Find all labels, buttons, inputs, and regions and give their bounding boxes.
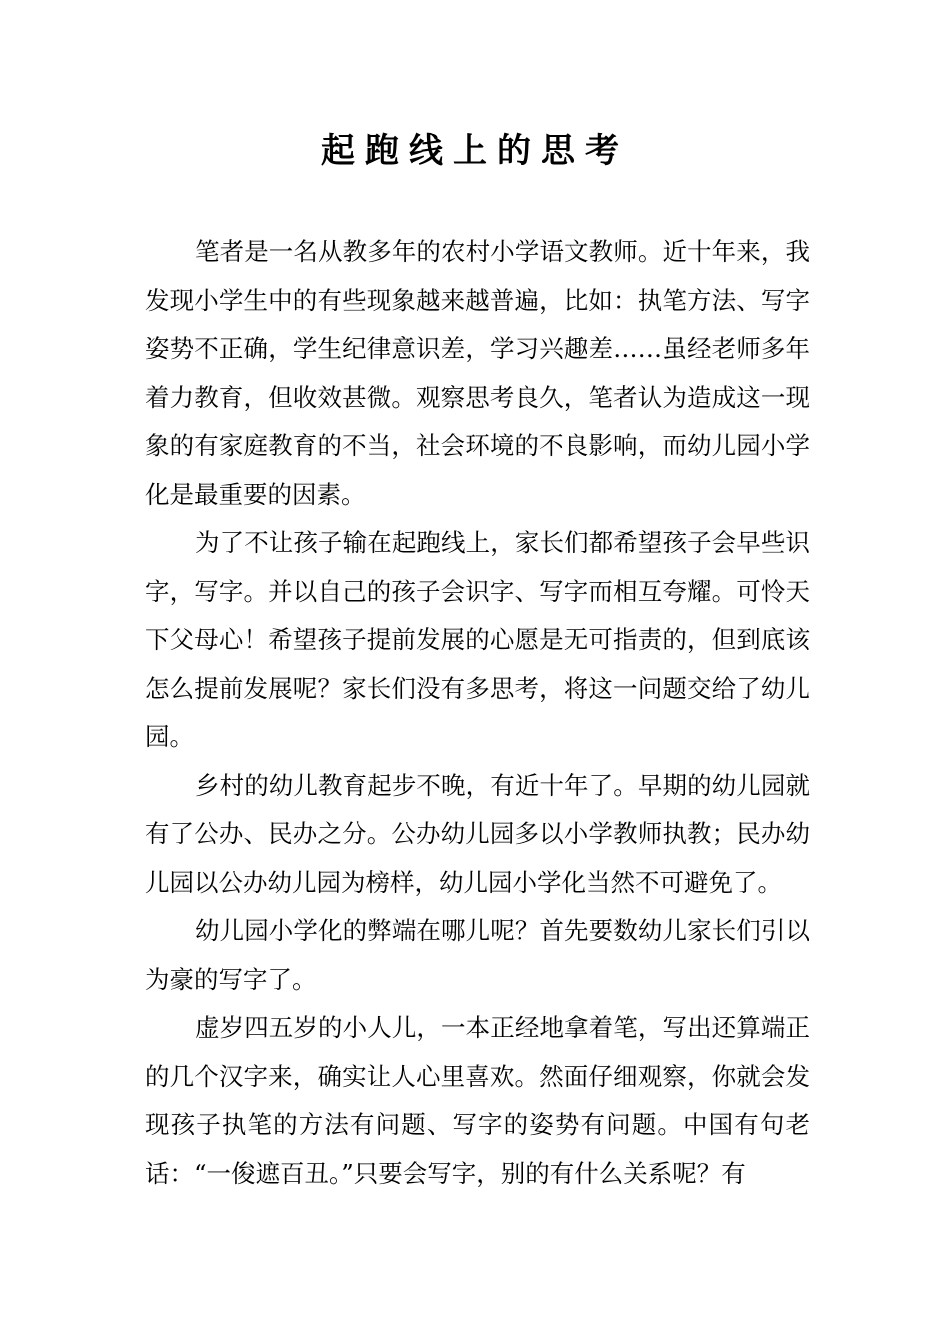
- document-body: [145, 228, 810, 1198]
- document-title: 起跑线上的思考: [321, 131, 629, 171]
- paragraph-1: 笔者是一名从教多年的农村小学语文教师。近十年来，我发现小学生中的有些现象越来越普遍，比如：执笔方法、写字姿势不正确，学生纪律意识差，学习兴趣差……虽经老师多年着力教育，但收效甚微。观察思考良久，笔者认为造成这一现象的有家庭教育的不当，社会环境的不良影响，而幼儿园小学化是最重要的因素。: [145, 237, 810, 509]
- paragraph-2: 为了不让孩子输在起跑线上，家长们都希望孩子会早些识字，写字。并以自己的孩子会识字、写字而相互夸耀。可怜天下父母心！希望孩子提前发展的心愿是无可指责的，但到底该怎么提前发展呢？家长们没有多思考，将这一问题交给了幼儿园。: [145, 528, 810, 751]
- paragraph-5: 虚岁四五岁的小人儿，一本正经地拿着笔，写出还算端正的几个汉字来，确实让人心里喜欢。然面仔细观察，你就会发现孩子执笔的方法有问题、写字的姿势有问题。中国有句老话：“一俊遮百丑。”只要会写字，别的有什么关系呢？有: [145, 1013, 810, 1188]
- paragraph-3: 乡村的幼儿教育起步不晚，有近十年了。早期的幼儿园就有了公办、民办之分。公办幼儿园多以小学教师执教；民办幼儿园以公办幼儿园为榜样，幼儿园小学化当然不可避免了。: [145, 770, 810, 897]
- paragraph-4: 幼儿园小学化的弊端在哪儿呢？首先要数幼儿家长们引以为豪的写字了。: [145, 916, 810, 994]
